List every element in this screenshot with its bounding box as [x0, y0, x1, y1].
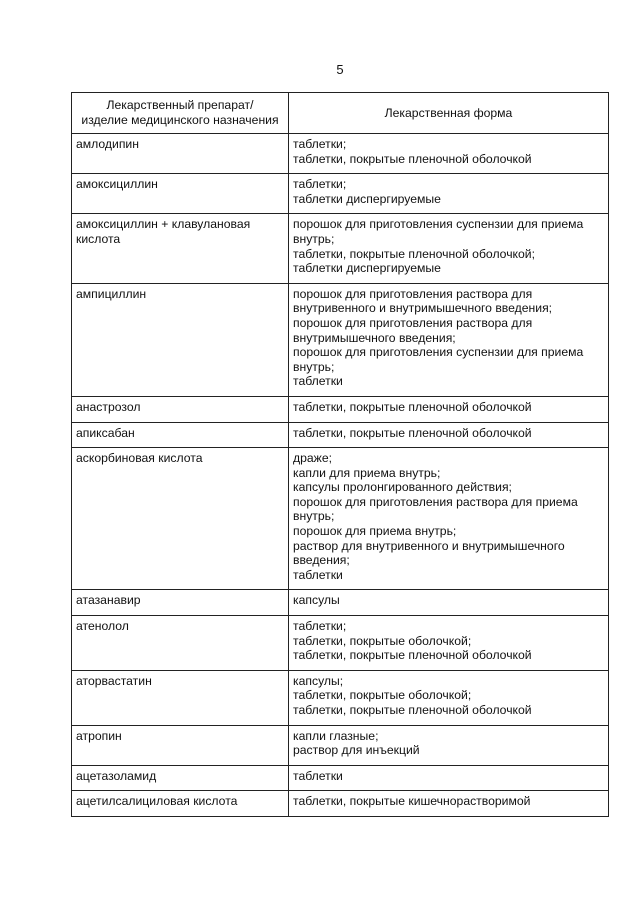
dosage-form-cell [289, 422, 609, 448]
drug-header-line: Лекарственный препарат/ [106, 98, 254, 113]
dosage-form-cell [289, 214, 609, 283]
table-header-row [72, 93, 609, 134]
table-row [72, 765, 609, 791]
dosage-form-line: таблетки, покрытые пленочной оболочкой [293, 648, 532, 663]
table-row [72, 616, 609, 671]
dosage-form-cell [289, 791, 609, 817]
table-row [72, 396, 609, 422]
dosage-form-line: таблетки [293, 567, 343, 582]
page-number: 5 [336, 62, 344, 77]
drug-name-cell: амоксициллин + клавулановая кислота [72, 214, 289, 283]
dosage-form-line: таблетки, покрытые пленочной оболочкой; [293, 246, 535, 261]
dosage-form-line: драже; [293, 451, 332, 466]
drug-name-cell: апиксабан [72, 422, 289, 448]
dosage-form-line: таблетки; [293, 619, 347, 634]
dosage-form-line: таблетки; [293, 177, 347, 192]
drug-header-line: изделие медицинского назначения [81, 113, 279, 127]
dosage-form-line: капли для приема внутрь; [293, 465, 441, 480]
dosage-form-line: таблетки, покрытые кишечнорастворимой [293, 794, 531, 809]
dosage-form-line: порошок для приготовления суспензии для приема внутрь; [293, 345, 584, 374]
dosage-form-line: порошок для приготовления раствора для внутривенного и внутримышечного введения; [293, 286, 553, 316]
dosage-form-cell [289, 725, 609, 765]
dosage-form-line: порошок для приготовления раствора для внутримышечного введения; [293, 315, 533, 345]
dosage-form-line: порошок для приготовления раствора для приема внутрь; [293, 494, 578, 524]
dosage-form-cell [289, 765, 609, 791]
drug-name-cell: атропин [72, 725, 289, 765]
drug-name-cell: ампициллин [72, 283, 289, 396]
dosage-form-cell [289, 448, 609, 590]
drug-forms-table [71, 92, 609, 817]
dosage-form-line: таблетки, покрытые пленочной оболочкой [293, 703, 532, 717]
table-row [72, 174, 609, 214]
dosage-form-line: таблетки, покрытые оболочкой; [293, 633, 472, 648]
drug-name-cell: анастрозол [72, 396, 289, 422]
dosage-form-cell [289, 134, 609, 174]
dosage-form-cell [289, 590, 609, 616]
dosage-form-cell [289, 616, 609, 671]
dosage-form-cell [289, 396, 609, 422]
table-row [72, 791, 609, 817]
dosage-form-line: таблетки [293, 768, 343, 783]
dosage-form-cell [289, 670, 609, 725]
drug-name-cell: ацетазоламид [72, 765, 289, 791]
drug-name-cell: аскорбиновая кислота [72, 448, 289, 590]
dosage-form-cell [289, 174, 609, 214]
dosage-form-line: порошок для приготовления суспензии для приема внутрь; [293, 217, 584, 246]
drug-name-cell: атенолол [72, 616, 289, 671]
drug-name-cell: атазанавир [72, 590, 289, 616]
drug-name-cell: амоксициллин [72, 174, 289, 214]
dosage-form-line: порошок для приема внутрь; [293, 524, 457, 539]
dosage-form-line: капли глазные; [293, 728, 379, 743]
drug-column-header [72, 93, 289, 134]
drug-name-cell: аторвастатин [72, 670, 289, 725]
dosage-form-line: капсулы пролонгированного действия; [293, 480, 512, 495]
table-row [72, 448, 609, 590]
drug-name-cell: ацетилсалициловая кислота [72, 791, 289, 817]
drug-name-cell: амлодипин [72, 134, 289, 174]
dosage-form-line: таблетки, покрытые пленочной оболочкой [293, 151, 532, 166]
dosage-form-line: капсулы [293, 593, 340, 608]
dosage-form-line: таблетки, покрытые оболочкой; [293, 688, 472, 703]
dosage-form-line: капсулы; [293, 673, 344, 688]
dosage-form-cell [289, 283, 609, 396]
dosage-form-line: таблетки, покрытые пленочной оболочкой [293, 399, 532, 414]
table-row [72, 134, 609, 174]
dosage-form-line: раствор для внутривенного и внутримышечного введения; [293, 538, 565, 568]
dosage-form-line: таблетки диспергируемые [293, 191, 441, 206]
table-row [72, 422, 609, 448]
dosage-form-line: таблетки; [293, 137, 347, 151]
table-row [72, 725, 609, 765]
dosage-form-line: раствор для инъекций [293, 743, 420, 758]
table-row [72, 670, 609, 725]
table-row [72, 590, 609, 616]
dosage-form-line: таблетки [293, 374, 343, 389]
dosage-form-line: таблетки, покрытые пленочной оболочкой [293, 425, 532, 440]
form-column-header: Лекарственная форма [289, 93, 609, 134]
table-row [72, 283, 609, 396]
table-body [72, 134, 609, 817]
table-row [72, 214, 609, 283]
dosage-form-line: таблетки диспергируемые [293, 261, 441, 276]
